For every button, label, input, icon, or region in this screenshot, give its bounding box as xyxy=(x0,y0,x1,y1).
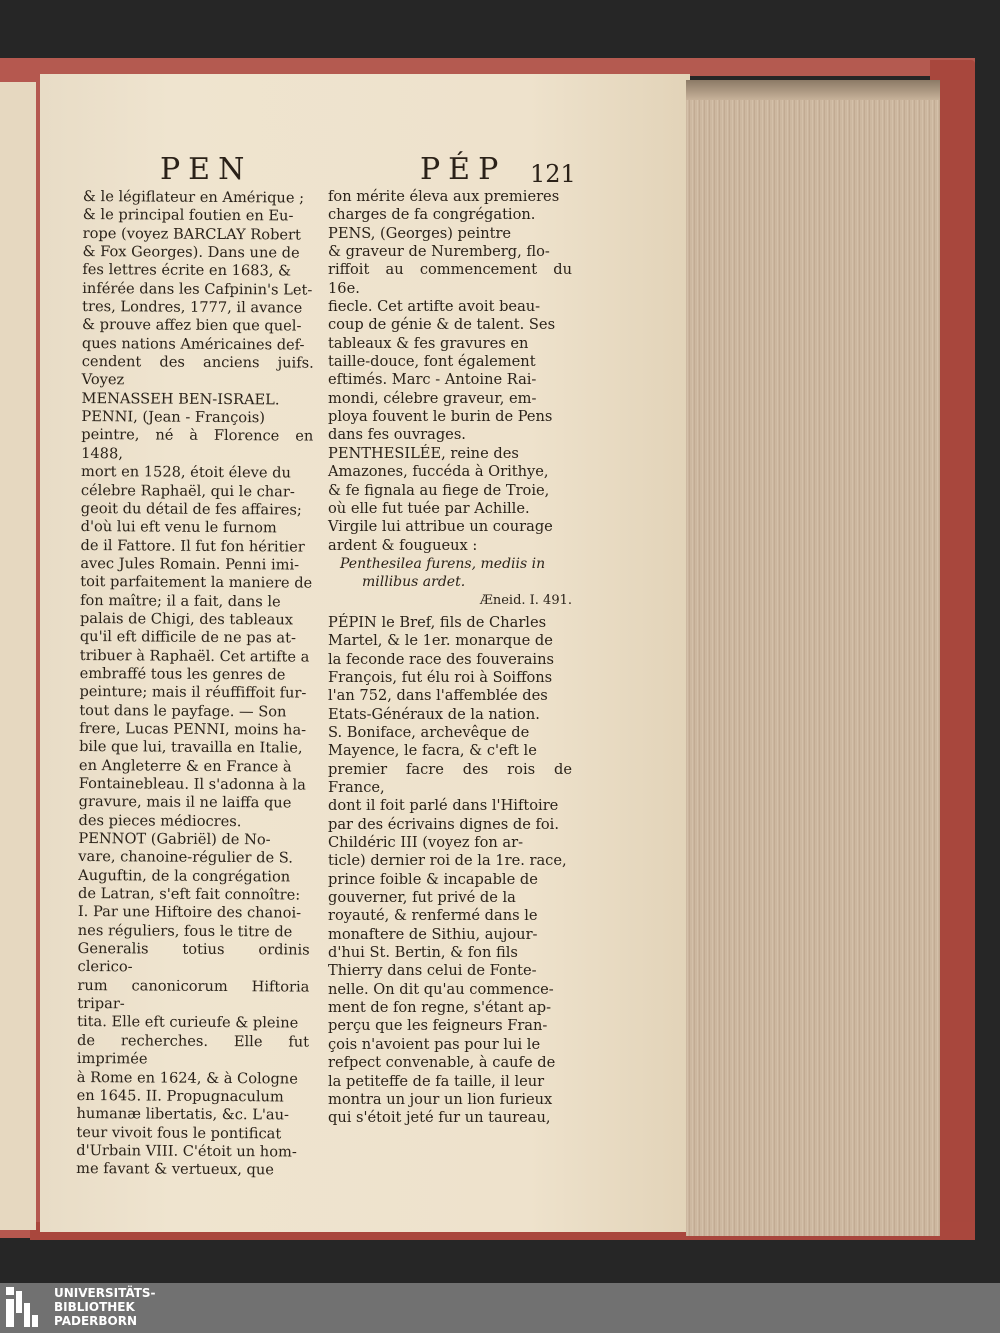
text-line: Fontainebleau. Il s'adonna à la xyxy=(78,774,306,794)
text-line: de il Fattore. Il fut fon héritier xyxy=(80,536,305,556)
text-line: la feconde race des fouverains xyxy=(328,650,554,668)
text-line: tribuer à Raphaël. Cet artifte a xyxy=(79,646,310,666)
text-line: à Rome en 1624, & à Cologne xyxy=(76,1068,298,1088)
text-line: toit parfaitement la maniere de xyxy=(80,573,313,592)
text-line: PENNOT (Gabriël) de No- xyxy=(78,830,271,849)
text-line: çois n'avoient pas pour lui le xyxy=(328,1035,541,1053)
text-line: I. Par une Hiftoire des chanoi- xyxy=(77,903,302,922)
text-line: & Fox Georges). Dans une de xyxy=(82,243,300,262)
text-line: nes réguliers, fous le titre de xyxy=(77,921,293,941)
text-line: d'où lui eft venu le furnom xyxy=(80,518,277,537)
quote-citation: Æneid. I. 491. xyxy=(479,592,572,608)
text-line: frere, Lucas PENNI, moins ha- xyxy=(79,719,307,739)
text-line: fiecle. Cet artifte avoit beau- xyxy=(328,298,541,316)
text-line: PENNI, (Jean - François) xyxy=(81,408,266,427)
text-line: MENASSEH BEN-ISRAEL. xyxy=(81,389,280,409)
fore-edge xyxy=(686,80,940,1236)
text-line: premier facre des rois de France, xyxy=(328,760,572,796)
text-line: ment de fon regne, s'étant ap- xyxy=(328,999,552,1017)
text-line: Mayence, le facra, & c'eft le xyxy=(328,742,537,760)
quote-line: millibus ardet. xyxy=(362,574,466,591)
text-line: taille-douce, font également xyxy=(328,353,536,371)
text-line: François, fut élu roi à Soiffons xyxy=(328,668,553,686)
text-line: tres, Londres, 1777, il avance xyxy=(82,298,303,317)
text-line: & le principal foutien en Eu- xyxy=(82,206,294,225)
text-line: S. Boniface, archevêque de xyxy=(328,723,530,741)
quote-line: Penthesilea furens, mediis in xyxy=(340,555,546,572)
text-line: vare, chanoine-régulier de S. xyxy=(78,848,293,867)
text-line: rum canonicorum Hiftoria tripar- xyxy=(77,976,310,1013)
text-line: riffoit au commencement du 16e. xyxy=(328,261,572,297)
text-line: refpect convenable, à caufe de xyxy=(328,1054,556,1072)
text-line: où elle fut tuée par Achille. xyxy=(328,499,530,517)
text-line: Thierry dans celui de Fonte- xyxy=(328,962,537,980)
text-line: gouverner, fut privé de la xyxy=(328,889,516,907)
library-logo-icon xyxy=(6,1287,46,1329)
text-line: peintre, né à Florence en 1488, xyxy=(81,426,314,463)
text-line: Childéric III (voyez fon ar- xyxy=(328,834,524,852)
text-line: tableaux & fes gravures en xyxy=(328,334,529,352)
text-line: peinture; mais il réuffiffoit fur- xyxy=(79,683,307,702)
text-line: & le légiflateur en Amérique ; xyxy=(82,188,305,207)
text-line: la petiteffe de fa taille, il leur xyxy=(328,1072,545,1090)
text-line: en Angleterre & en France à xyxy=(78,756,292,776)
text-line: ques nations Américaines def- xyxy=(81,334,305,354)
text-line: nelle. On dit qu'au commence- xyxy=(328,980,554,998)
text-line: montra un jour un lion furieux xyxy=(328,1090,553,1108)
text-line: avec Jules Romain. Penni imi- xyxy=(80,554,300,574)
text-line: me favant & vertueux, que xyxy=(76,1160,274,1179)
text-line: d'Urbain VIII. C'étoit un hom- xyxy=(76,1141,297,1161)
text-line: fes lettres écrite en 1683, & xyxy=(82,261,292,280)
text-line: eftimés. Marc - Antoine Rai- xyxy=(328,371,537,389)
text-line: mort en 1528, étoit éleve du xyxy=(80,463,291,482)
text-line: monaftere de Sithiu, aujour- xyxy=(328,925,538,943)
text-line: des pieces médiocres. xyxy=(78,811,242,830)
text-line: bile que lui, travailla en Italie, xyxy=(79,738,303,757)
text-line: coup de génie & de talent. Ses xyxy=(328,316,556,334)
text-line: perçu que les feigneurs Fran- xyxy=(328,1017,548,1035)
text-line: PENS, (Georges) peintre xyxy=(328,224,512,242)
text-line: Amazones, fuccéda à Orithye, xyxy=(328,463,549,481)
running-head-left: PEN xyxy=(160,152,253,187)
text-line: royauté, & renfermé dans le xyxy=(328,907,538,925)
text-line: prince foible & incapable de xyxy=(328,870,538,888)
text-line: de recherches. Elle fut imprimée xyxy=(76,1031,310,1068)
text-line: qu'il eft difficile de ne pas at- xyxy=(79,628,296,647)
text-line: tout dans le payfage. — Son xyxy=(79,701,287,721)
text-line: cendent des anciens juifs. Voyez xyxy=(81,353,314,389)
text-line: tita. Elle eft curieufe & pleine xyxy=(77,1013,299,1032)
text-line: geoit du détail de fes affaires; xyxy=(80,499,302,519)
text-line: dans fes ouvrages. xyxy=(328,426,466,444)
text-line: ardent & fougueux : xyxy=(328,536,478,554)
text-line: teur vivoit fous le pontificat xyxy=(76,1123,282,1142)
text-line: & fe fignala au fiege de Troie, xyxy=(328,481,550,499)
left-column xyxy=(76,188,315,1180)
right-column xyxy=(328,188,572,1128)
text-line: ticle) dernier roi de la 1re. race, xyxy=(328,852,567,870)
text-line: ploya fouvent le burin de Pens xyxy=(328,408,553,426)
left-page-edge xyxy=(0,82,36,1230)
text-line: rope (voyez BARCLAY Robert xyxy=(82,224,301,244)
text-line: Martel, & le 1er. monarque de xyxy=(328,632,553,650)
running-head-center: PÉP xyxy=(420,152,507,187)
text-line: d'hui St. Bertin, & fon fils xyxy=(328,944,518,962)
text-line: Etats-Généraux de la nation. xyxy=(328,705,540,723)
text-line: gravure, mais il ne laiffa que xyxy=(78,793,292,812)
text-line: Generalis totius ordinis clerico- xyxy=(77,940,310,976)
text-line: l'an 752, dans l'affemblée des xyxy=(328,687,548,705)
text-line: en 1645. II. Propugnaculum xyxy=(76,1086,284,1106)
text-line: PÉPIN le Bref, fils de Charles xyxy=(328,613,547,631)
text-line: palais de Chigi, des tableaux xyxy=(79,609,294,629)
text-line: & graveur de Nuremberg, flo- xyxy=(328,243,550,261)
library-name-line: BIBLIOTHEK xyxy=(54,1300,135,1314)
text-line: Auguftin, de la congrégation xyxy=(78,866,291,886)
text-line: PENTHESILÉE, reine des xyxy=(328,444,519,462)
text-line: inférée dans les Cafpinin's Let- xyxy=(82,279,313,299)
fore-edge-shadow xyxy=(686,80,940,100)
text-line: embraffé tous les genres de xyxy=(79,664,286,684)
library-name-line: UNIVERSITÄTS- xyxy=(54,1286,156,1300)
text-line: par des écrivains dignes de foi. xyxy=(328,815,559,833)
text-line: qui s'étoit jeté fur un taureau, xyxy=(328,1109,551,1127)
page-number: 121 xyxy=(530,160,576,188)
text-line: fon mérite éleva aux premieres xyxy=(328,188,560,205)
library-name xyxy=(54,1286,156,1328)
text-line: Virgile lui attribue un courage xyxy=(328,518,553,536)
text-line: fon maître; il a fait, dans le xyxy=(80,591,281,610)
text-line: & prouve affez bien que quel- xyxy=(81,316,302,335)
library-name-line: PADERBORN xyxy=(54,1314,138,1328)
text-line: célebre Raphaël, qui le char- xyxy=(80,481,295,500)
text-line: dont il foit parlé dans l'Hiftoire xyxy=(328,797,559,815)
text-line: charges de fa congrégation. xyxy=(328,206,536,224)
text-line: de Latran, s'eft fait connoître: xyxy=(78,885,301,904)
text-line: mondi, célebre graveur, em- xyxy=(328,389,537,407)
text-line: humanæ libertatis, &c. L'au- xyxy=(76,1105,290,1124)
